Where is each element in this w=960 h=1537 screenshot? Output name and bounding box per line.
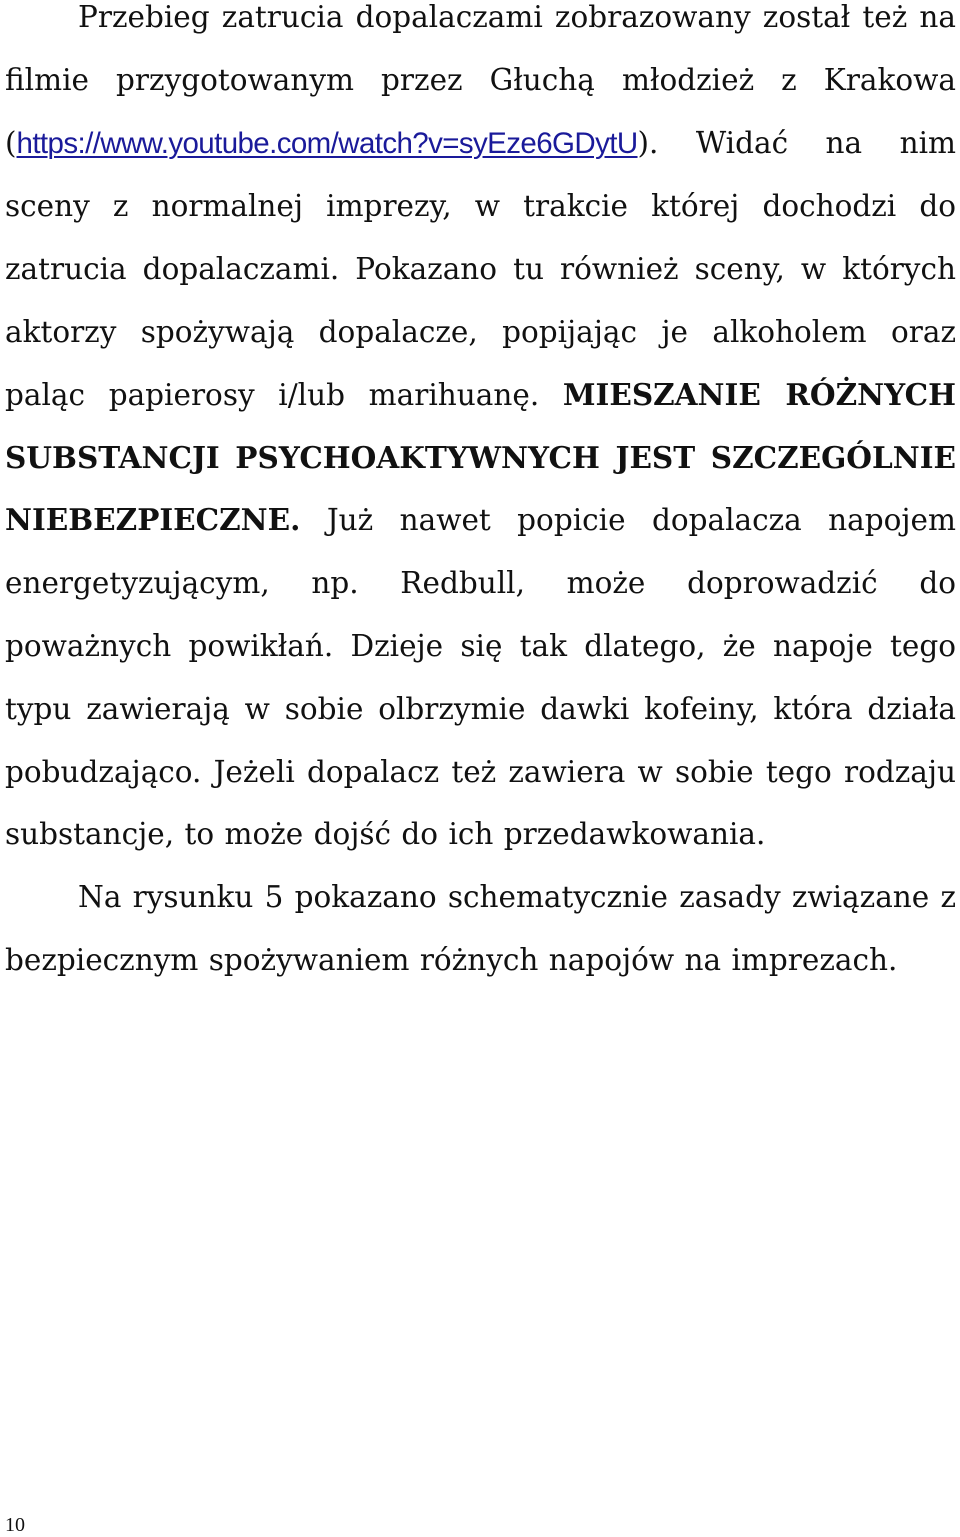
- paragraph-1-text-end: Już nawet popicie dopalacza napojem energetyzującym, np. Redbull, może doprowadzić do poważnych powikłań. Dzieje się tak dlatego, że napoje tego typu zawierają w sobie olbrzymie dawki kofeiny, która działa pobudzająco. Jeżeli dopalacz też zawiera w sobie tego rodzaju substancje, to może dojść do ich przedawkowania.: [5, 503, 956, 852]
- document-page: [5, 0, 956, 992]
- page-number: 10: [5, 1514, 25, 1536]
- paragraph-figure-reference: [5, 866, 956, 992]
- paragraph-1-text-start: Przebieg zatrucia dopalaczami zobrazowany został też na filmie przygotowanym przez Głuchą młodzież z Krakowa (: [5, 0, 956, 160]
- paragraph-2-text: Na rysunku 5 pokazano schematycznie zasady związane z bezpiecznym spożywaniem różnych napojów na imprezach.: [5, 880, 956, 977]
- paragraph-film-description: [5, 0, 956, 866]
- youtube-link[interactable]: https://www.youtube.com/watch?v=syEze6GDytU: [16, 126, 638, 160]
- paragraph-1-text-middle: ). Widać na nim sceny z normalnej imprezy, w trakcie której dochodzi do zatrucia dopalaczami. Pokazano tu również sceny, w których aktorzy spożywają dopalacze, popijając je alkoholem oraz paląc papierosy i/lub marihuanę.: [5, 125, 956, 412]
- warning-emphasis: MIESZANIE RÓŻNYCH SUBSTANCJI PSYCHOAKTYWNYCH JEST SZCZEGÓLNIE NIEBEZPIECZNE.: [5, 376, 956, 538]
